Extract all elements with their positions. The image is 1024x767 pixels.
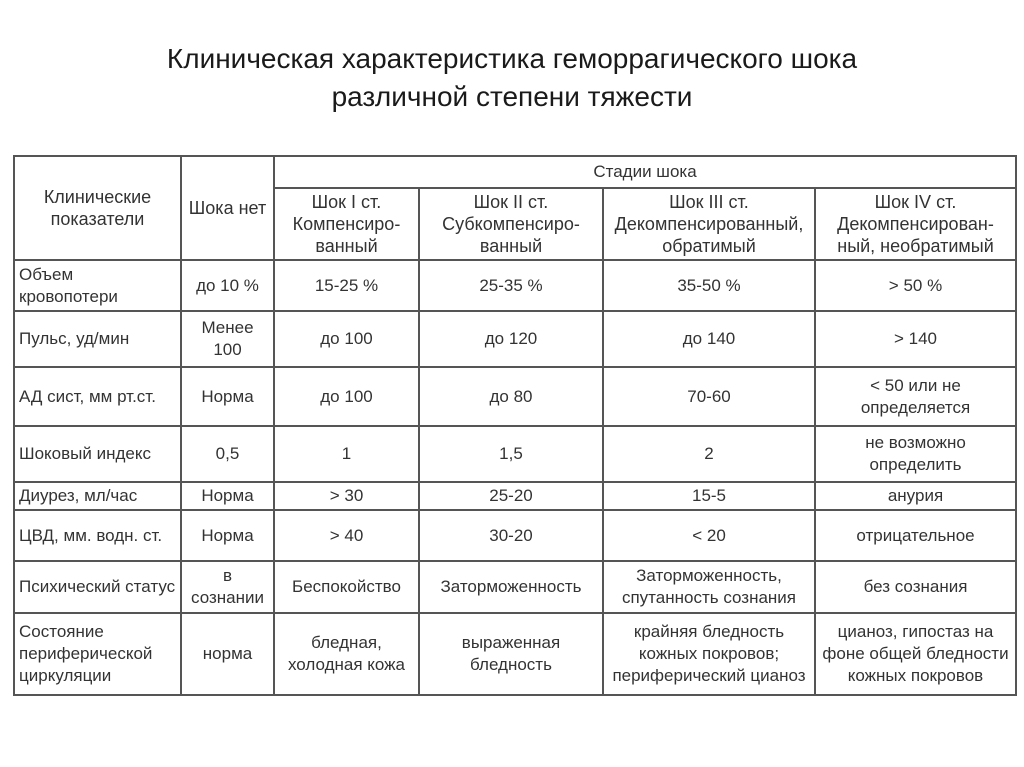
cell-stage-2: до 120 xyxy=(419,311,603,367)
cell-stage-2: 25-35 % xyxy=(419,260,603,311)
row-label: АД сист, мм рт.ст. xyxy=(14,367,181,426)
cell-stage-1: Беспокойство xyxy=(274,561,419,613)
cell-no-shock: норма xyxy=(181,613,274,695)
cell-no-shock: Норма xyxy=(181,367,274,426)
cell-stage-2: 25-20 xyxy=(419,482,603,510)
cell-no-shock: 0,5 xyxy=(181,426,274,482)
header-stage-2: Шок II ст. Субкомпенсиро-ванный xyxy=(419,188,603,260)
cell-stage-3: 35-50 % xyxy=(603,260,815,311)
header-shock-stages: Стадии шока xyxy=(274,156,1016,188)
cell-stage-2: Заторможенность xyxy=(419,561,603,613)
cell-stage-1: 15-25 % xyxy=(274,260,419,311)
cell-stage-4: отрицательное xyxy=(815,510,1016,561)
cell-no-shock: Менее 100 xyxy=(181,311,274,367)
cell-stage-1: > 30 xyxy=(274,482,419,510)
cell-stage-2: 1,5 xyxy=(419,426,603,482)
table-row-mental-status xyxy=(14,561,1016,613)
cell-stage-4: без сознания xyxy=(815,561,1016,613)
table-row-peripheral-circulation xyxy=(14,613,1016,695)
cell-stage-3: 70-60 xyxy=(603,367,815,426)
header-no-shock: Шока нет xyxy=(181,156,274,260)
cell-no-shock: до 10 % xyxy=(181,260,274,311)
cell-stage-3: 2 xyxy=(603,426,815,482)
slide-title xyxy=(0,40,1024,116)
cell-stage-4: цианоз, гипостаз на фоне общей бледности кожных покровов xyxy=(815,613,1016,695)
cell-stage-1: бледная, холодная кожа xyxy=(274,613,419,695)
cell-stage-3: Заторможенность, спутанность сознания xyxy=(603,561,815,613)
row-label: Состояние периферической циркуляции xyxy=(14,613,181,695)
slide-title-line-1: Клиническая характеристика геморрагического шока xyxy=(166,43,858,74)
cell-stage-3: до 140 xyxy=(603,311,815,367)
cell-stage-2: выраженная бледность xyxy=(419,613,603,695)
table-row-blood-loss xyxy=(14,260,1016,311)
row-label: Шоковый индекс xyxy=(14,426,181,482)
row-label: Психический статус xyxy=(14,561,181,613)
table-row-blood-pressure xyxy=(14,367,1016,426)
cell-stage-1: до 100 xyxy=(274,311,419,367)
table-row-diuresis xyxy=(14,482,1016,510)
cell-stage-3: 15-5 xyxy=(603,482,815,510)
header-stage-1: Шок I ст. Компенсиро-ванный xyxy=(274,188,419,260)
header-stage-3: Шок III ст. Декомпенсированный, обратимый xyxy=(603,188,815,260)
cell-stage-2: 30-20 xyxy=(419,510,603,561)
cell-stage-1: 1 xyxy=(274,426,419,482)
cell-no-shock: в сознании xyxy=(181,561,274,613)
shock-stages-table xyxy=(13,155,1017,696)
slide-title-line-2: различной степени тяжести xyxy=(331,81,693,112)
header-stage-4: Шок IV ст. Декомпенсирован-ный, необратимый xyxy=(815,188,1016,260)
table-row-pulse xyxy=(14,311,1016,367)
cell-stage-1: > 40 xyxy=(274,510,419,561)
table-row-cvp xyxy=(14,510,1016,561)
cell-stage-3: < 20 xyxy=(603,510,815,561)
row-label: Объем кровопотери xyxy=(14,260,181,311)
header-row-top xyxy=(14,156,1016,188)
cell-stage-2: до 80 xyxy=(419,367,603,426)
row-label: Диурез, мл/час xyxy=(14,482,181,510)
cell-stage-4: > 140 xyxy=(815,311,1016,367)
cell-no-shock: Норма xyxy=(181,482,274,510)
cell-stage-4: не возможно определить xyxy=(815,426,1016,482)
cell-stage-4: анурия xyxy=(815,482,1016,510)
header-clinical-indicators: Клинические показатели xyxy=(14,156,181,260)
table-row-shock-index xyxy=(14,426,1016,482)
cell-no-shock: Норма xyxy=(181,510,274,561)
cell-stage-3: крайняя бледность кожных покровов; периферический цианоз xyxy=(603,613,815,695)
cell-stage-4: < 50 или не определяется xyxy=(815,367,1016,426)
cell-stage-1: до 100 xyxy=(274,367,419,426)
cell-stage-4: > 50 % xyxy=(815,260,1016,311)
row-label: ЦВД, мм. водн. ст. xyxy=(14,510,181,561)
row-label: Пульс, уд/мин xyxy=(14,311,181,367)
